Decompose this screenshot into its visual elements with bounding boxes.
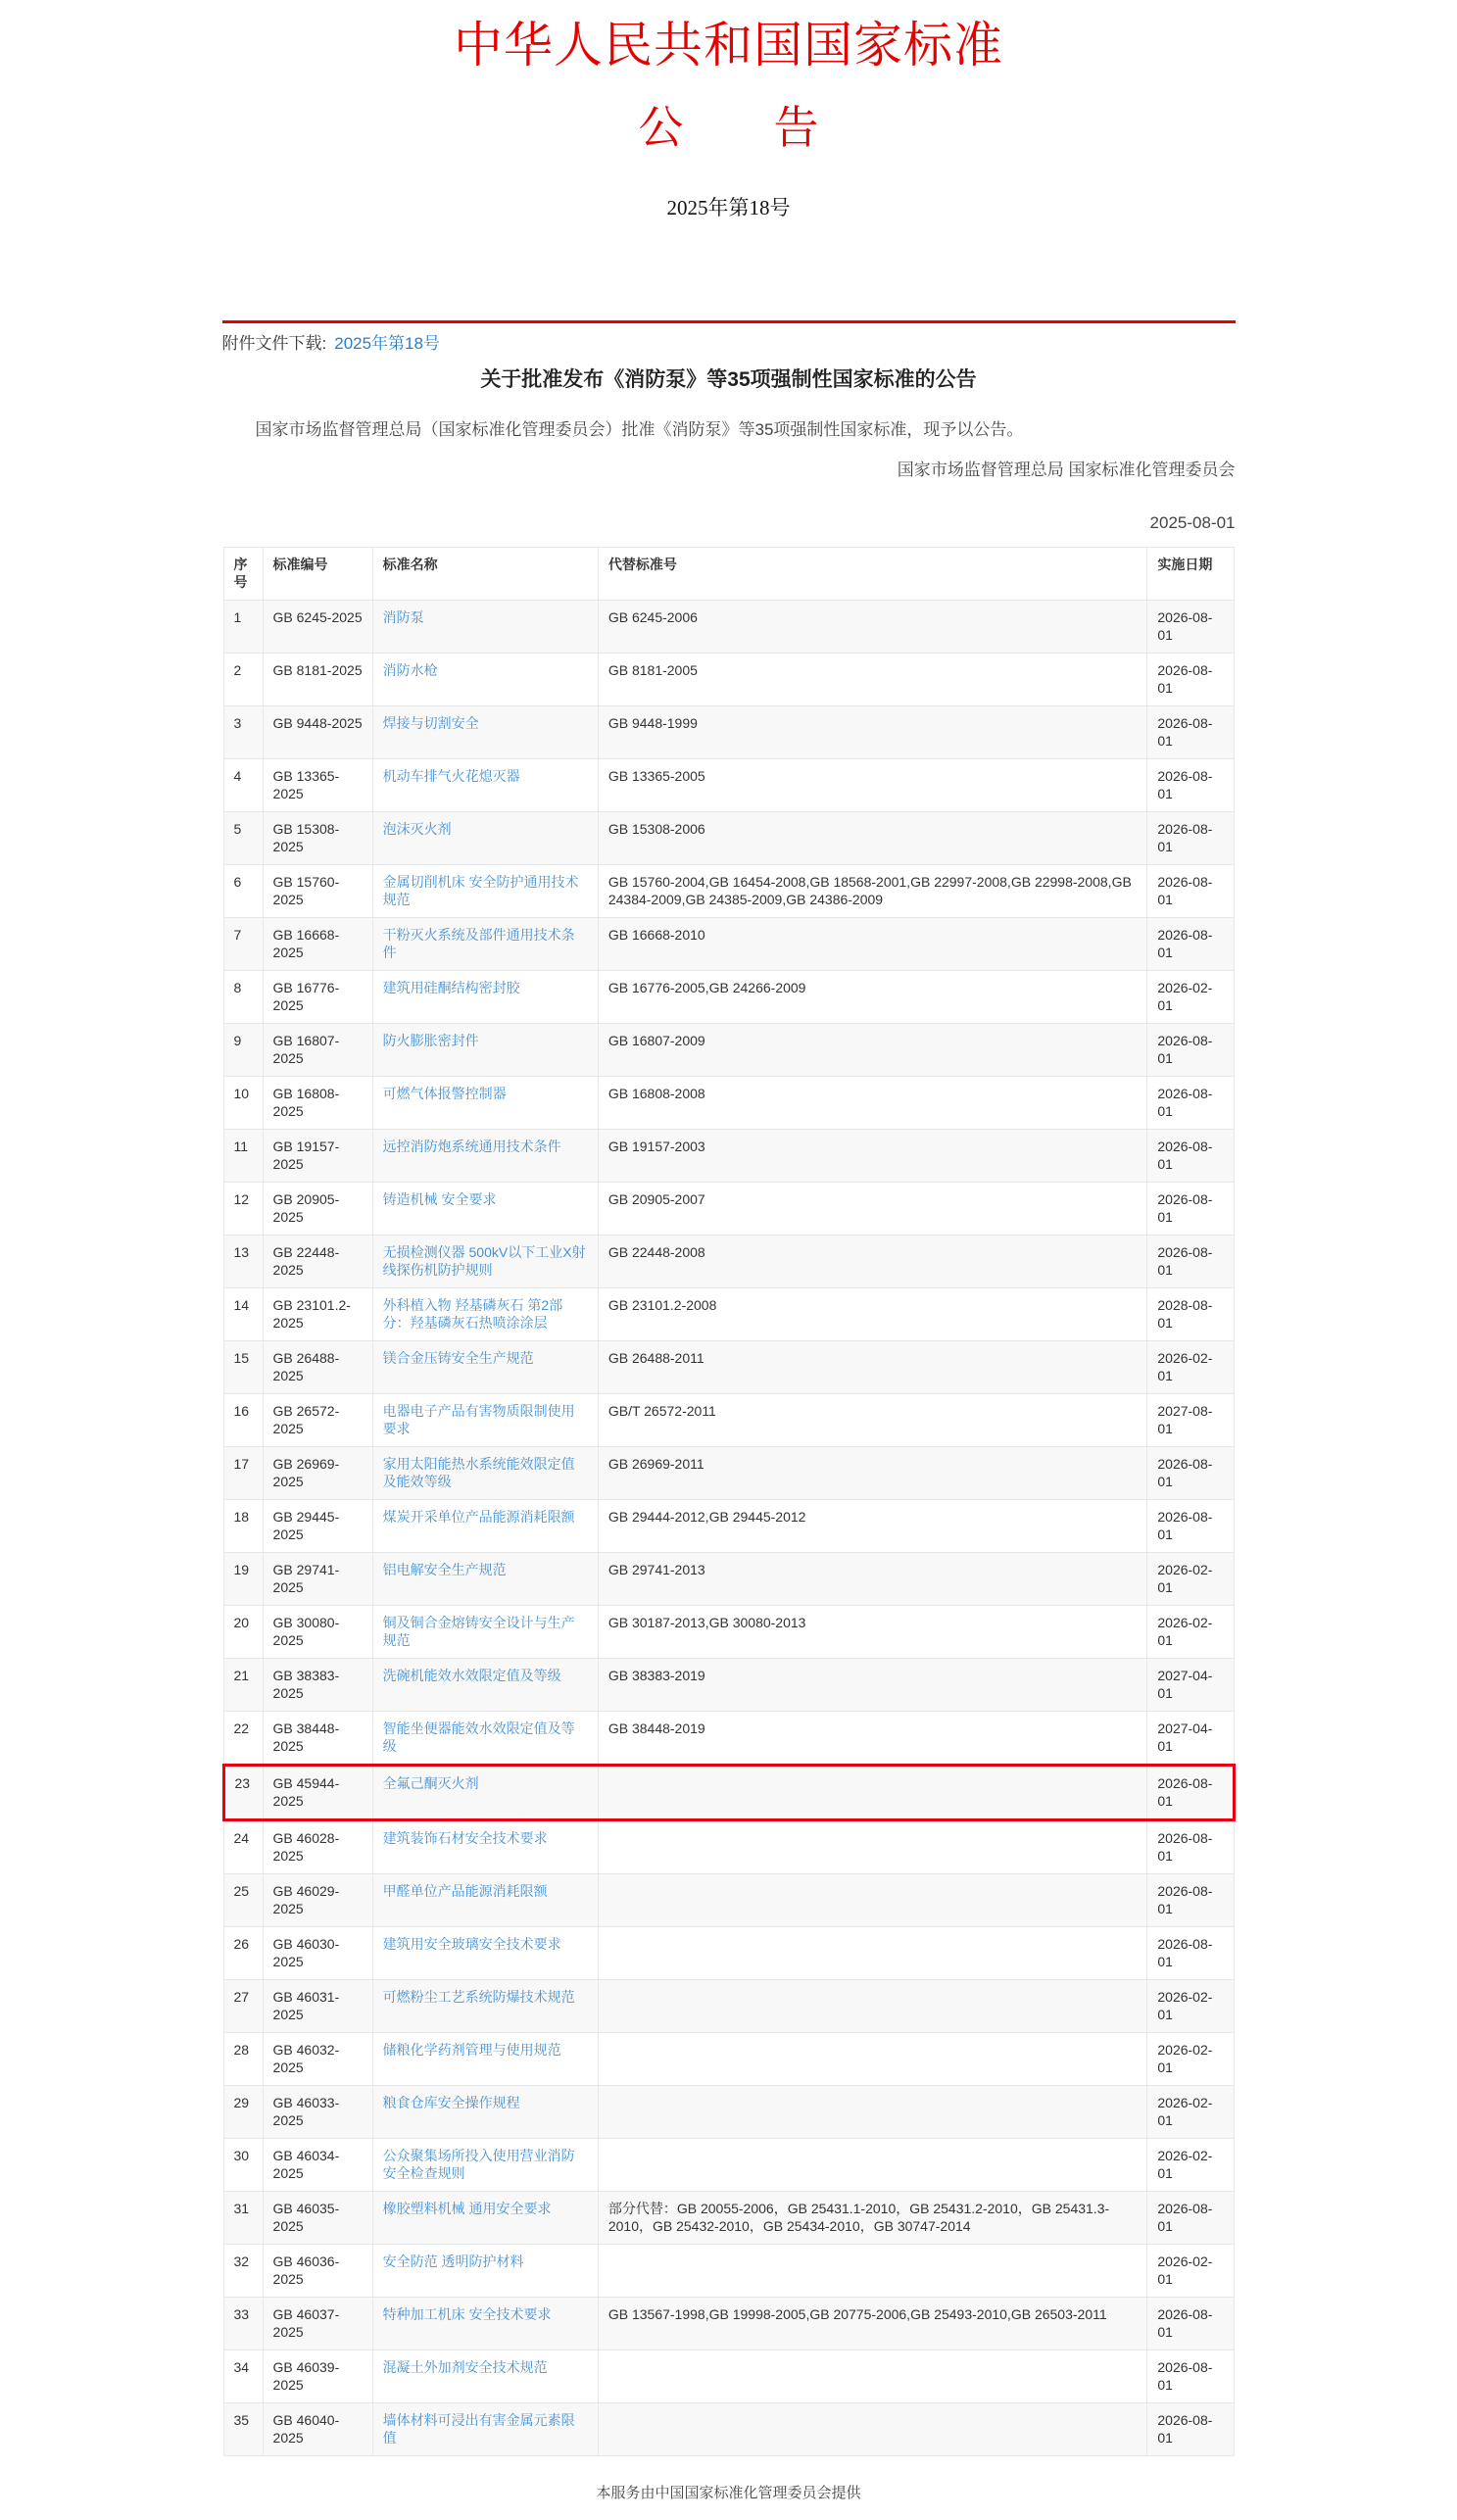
cell-impl-date: 2026-08-01 [1147,2298,1234,2350]
cell-impl-date: 2026-02-01 [1147,2139,1234,2192]
cell-impl-date: 2026-08-01 [1147,1927,1234,1980]
cell-no: 15 [223,1341,263,1394]
cell-no: 31 [223,2192,263,2245]
cell-no: 28 [223,2033,263,2086]
cell-standard-code: GB 30080-2025 [263,1606,372,1659]
standard-name-link[interactable]: 铝电解安全生产规范 [372,1553,598,1606]
standard-name-link[interactable]: 可燃气体报警控制器 [372,1077,598,1130]
cell-standard-code: GB 26969-2025 [263,1447,372,1500]
cell-standard-code: GB 38383-2025 [263,1659,372,1712]
cell-standard-code: GB 46033-2025 [263,2086,372,2139]
cell-impl-date: 2027-04-01 [1147,1712,1234,1766]
table-row [223,1077,1234,1130]
cell-no: 6 [223,865,263,918]
table-row [223,2245,1234,2298]
standard-name-link[interactable]: 消防水枪 [372,654,598,706]
standard-name-link[interactable]: 远控消防炮系统通用技术条件 [372,1130,598,1183]
cell-standard-code: GB 46034-2025 [263,2139,372,2192]
standards-table-body [223,601,1234,2456]
notice-heading: 关于批准发布《消防泵》等35项强制性国家标准的公告 [480,367,977,391]
table-row [223,759,1234,812]
cell-replaced-codes [598,2033,1147,2086]
cell-replaced-codes: GB 26488-2011 [598,1341,1147,1394]
table-row [223,601,1234,654]
cell-impl-date: 2026-08-01 [1147,654,1234,706]
standard-name-link[interactable]: 可燃粉尘工艺系统防爆技术规范 [372,1980,598,2033]
cell-no: 35 [223,2403,263,2456]
table-row [223,2403,1234,2456]
cell-standard-code: GB 29445-2025 [263,1500,372,1553]
cell-no: 21 [223,1659,263,1712]
table-row [223,1447,1234,1500]
cell-no: 1 [223,601,263,654]
table-row [223,812,1234,865]
table-row [223,1712,1234,1766]
table-row [223,971,1234,1024]
cell-standard-code: GB 15760-2025 [263,865,372,918]
standard-name-link[interactable]: 金属切削机床 安全防护通用技术规范 [372,865,598,918]
cell-standard-code: GB 6245-2025 [263,601,372,654]
cell-standard-code: GB 26488-2025 [263,1341,372,1394]
table-row [223,1394,1234,1447]
table-row [223,865,1234,918]
table-row [223,1553,1234,1606]
cell-impl-date: 2026-08-01 [1147,2192,1234,2245]
cell-no: 5 [223,812,263,865]
header-date: 实施日期 [1147,548,1234,601]
standard-name-link[interactable]: 泡沫灭火剂 [372,812,598,865]
cell-no: 16 [223,1394,263,1447]
table-row [223,2298,1234,2350]
issue-number: 2025年第18号 [666,195,791,219]
standard-name-link[interactable]: 镁合金压铸安全生产规范 [372,1341,598,1394]
cell-standard-code: GB 46029-2025 [263,1874,372,1927]
table-row [223,2350,1234,2403]
standard-name-link[interactable]: 安全防范 透明防护材料 [372,2245,598,2298]
table-row [223,1927,1234,1980]
standard-name-link[interactable]: 消防泵 [372,601,598,654]
cell-standard-code: GB 23101.2-2025 [263,1288,372,1341]
cell-standard-code: GB 20905-2025 [263,1183,372,1236]
standard-name-link[interactable]: 干粉灭火系统及部件通用技术条件 [372,918,598,971]
cell-no: 22 [223,1712,263,1766]
cell-impl-date: 2026-08-01 [1147,706,1234,759]
table-row [223,1341,1234,1394]
cell-no: 25 [223,1874,263,1927]
table-row [223,1183,1234,1236]
red-divider [222,320,1236,323]
cell-impl-date: 2026-08-01 [1147,1874,1234,1927]
cell-standard-code: GB 19157-2025 [263,1130,372,1183]
cell-no: 29 [223,2086,263,2139]
cell-no: 9 [223,1024,263,1077]
cell-standard-code: GB 46040-2025 [263,2403,372,2456]
cell-replaced-codes [598,2403,1147,2456]
table-row [223,1820,1234,1874]
cell-standard-code: GB 26572-2025 [263,1394,372,1447]
cell-replaced-codes: GB 15308-2006 [598,812,1147,865]
cell-no: 19 [223,1553,263,1606]
standard-name-link[interactable]: 建筑用硅酮结构密封胶 [372,971,598,1024]
cell-impl-date: 2026-02-01 [1147,2245,1234,2298]
cell-replaced-codes: GB 26969-2011 [598,1447,1147,1500]
page-footer: 本服务由中国国家标准化管理委员会提供 [596,2485,861,2502]
cell-replaced-codes: GB 16808-2008 [598,1077,1147,1130]
standard-name-link[interactable]: 铜及铜合金熔铸安全设计与生产规范 [372,1606,598,1659]
cell-replaced-codes: GB 16776-2005,GB 24266-2009 [598,971,1147,1024]
cell-no: 27 [223,1980,263,2033]
cell-replaced-codes [598,2086,1147,2139]
header-name: 标准名称 [372,548,598,601]
table-row [223,1659,1234,1712]
cell-replaced-codes [598,1980,1147,2033]
cell-impl-date: 2026-08-01 [1147,1024,1234,1077]
cell-replaced-codes: GB 15760-2004,GB 16454-2008,GB 18568-2001,GB 22997-2008,GB 22998-2008,GB 24384-2009,GB 24385-2009,GB 24386-2009 [598,865,1147,918]
cell-no: 34 [223,2350,263,2403]
cell-standard-code: GB 16776-2025 [263,971,372,1024]
header-code: 标准编号 [263,548,372,601]
cell-replaced-codes: GB 22448-2008 [598,1236,1147,1288]
cell-replaced-codes [598,2350,1147,2403]
cell-no: 30 [223,2139,263,2192]
cell-replaced-codes: GB 13365-2005 [598,759,1147,812]
cell-replaced-codes: GB 20905-2007 [598,1183,1147,1236]
cell-impl-date: 2026-02-01 [1147,971,1234,1024]
cell-no: 13 [223,1236,263,1288]
cell-impl-date: 2026-08-01 [1147,1447,1234,1500]
cell-no: 32 [223,2245,263,2298]
cell-impl-date: 2026-08-01 [1147,1130,1234,1183]
standard-name-link[interactable]: 智能坐便器能效水效限定值及等级 [372,1712,598,1766]
cell-replaced-codes [598,1820,1147,1874]
table-row [223,1500,1234,1553]
standard-name-link[interactable]: 煤炭开采单位产品能源消耗限额 [372,1500,598,1553]
cell-replaced-codes: GB 38383-2019 [598,1659,1147,1712]
cell-replaced-codes: GB 23101.2-2008 [598,1288,1147,1341]
cell-standard-code: GB 45944-2025 [263,1766,372,1820]
cell-standard-code: GB 8181-2025 [263,654,372,706]
cell-replaced-codes: GB 29444-2012,GB 29445-2012 [598,1500,1147,1553]
standard-name-link[interactable]: 橡胶塑料机械 通用安全要求 [372,2192,598,2245]
cell-standard-code: GB 15308-2025 [263,812,372,865]
cell-standard-code: GB 16808-2025 [263,1077,372,1130]
notice-signature: 国家市场监督管理总局 国家标准化管理委员会 [897,460,1236,479]
table-row [223,2192,1234,2245]
standard-name-link[interactable]: 铸造机械 安全要求 [372,1183,598,1236]
cell-impl-date: 2026-08-01 [1147,1077,1234,1130]
standard-name-link[interactable]: 公众聚集场所投入使用营业消防安全检查规则 [372,2139,598,2192]
cell-replaced-codes: 部分代替：GB 20055-2006，GB 25431.1-2010，GB 25431.2-2010，GB 25431.3-2010，GB 25432-2010，GB 25434-2010，GB 30747-2014 [598,2192,1147,2245]
cell-standard-code: GB 46037-2025 [263,2298,372,2350]
cell-standard-code: GB 46028-2025 [263,1820,372,1874]
standard-name-link[interactable]: 墙体材料可浸出有害金属元素限值 [372,2403,598,2456]
table-row [223,654,1234,706]
attachment-label: 附件文件下载: [221,334,327,354]
table-row [223,1766,1234,1820]
page-subtitle: 公 告 [638,103,819,153]
table-row [223,2139,1234,2192]
standard-name-link[interactable]: 粮食仓库安全操作规程 [372,2086,598,2139]
standards-table [222,547,1236,2456]
attachment-row [222,332,1236,356]
standard-name-link[interactable]: 全氟己酮灭火剂 [372,1766,598,1820]
cell-no: 24 [223,1820,263,1874]
cell-replaced-codes: GB 29741-2013 [598,1553,1147,1606]
standard-name-link[interactable]: 无损检测仪器 500kV以下工业X射线探伤机防护规则 [372,1236,598,1288]
cell-replaced-codes: GB 9448-1999 [598,706,1147,759]
cell-standard-code: GB 46030-2025 [263,1927,372,1980]
cell-impl-date: 2026-08-01 [1147,1183,1234,1236]
cell-replaced-codes [598,2245,1147,2298]
page-title: 中华人民共和国国家标准 [454,18,1003,73]
standard-name-link[interactable]: 储粮化学药剂管理与使用规范 [372,2033,598,2086]
cell-replaced-codes: GB 8181-2005 [598,654,1147,706]
cell-impl-date: 2027-08-01 [1147,1394,1234,1447]
cell-replaced-codes: GB 30187-2013,GB 30080-2013 [598,1606,1147,1659]
cell-impl-date: 2026-08-01 [1147,759,1234,812]
cell-replaced-codes [598,1874,1147,1927]
cell-impl-date: 2026-02-01 [1147,1341,1234,1394]
cell-no: 14 [223,1288,263,1341]
cell-impl-date: 2026-08-01 [1147,2403,1234,2456]
standard-name-link[interactable]: 机动车排气火花熄灭器 [372,759,598,812]
cell-no: 20 [223,1606,263,1659]
cell-standard-code: GB 22448-2025 [263,1236,372,1288]
cell-no: 2 [223,654,263,706]
table-row [223,2033,1234,2086]
cell-standard-code: GB 46035-2025 [263,2192,372,2245]
standard-name-link[interactable]: 电器电子产品有害物质限制使用要求 [372,1394,598,1447]
cell-no: 17 [223,1447,263,1500]
standard-name-link[interactable]: 甲醛单位产品能源消耗限额 [372,1874,598,1927]
table-row [223,1606,1234,1659]
cell-impl-date: 2026-02-01 [1147,1606,1234,1659]
cell-impl-date: 2026-02-01 [1147,2033,1234,2086]
cell-replaced-codes [598,1927,1147,1980]
cell-replaced-codes [598,2139,1147,2192]
cell-replaced-codes [598,1766,1147,1820]
cell-standard-code: GB 16807-2025 [263,1024,372,1077]
cell-impl-date: 2026-02-01 [1147,1980,1234,2033]
cell-no: 3 [223,706,263,759]
header-replaces: 代替标准号 [598,548,1147,601]
attachment-download-link[interactable]: 2025年第18号 [334,334,440,354]
cell-no: 33 [223,2298,263,2350]
cell-standard-code: GB 13365-2025 [263,759,372,812]
cell-impl-date: 2026-08-01 [1147,1766,1234,1820]
cell-no: 4 [223,759,263,812]
cell-replaced-codes: GB 16807-2009 [598,1024,1147,1077]
table-row [223,918,1234,971]
cell-no: 18 [223,1500,263,1553]
table-row [223,1130,1234,1183]
standard-name-link[interactable]: 建筑装饰石材安全技术要求 [372,1820,598,1874]
cell-impl-date: 2028-08-01 [1147,1288,1234,1341]
standard-name-link[interactable]: 特种加工机床 安全技术要求 [372,2298,598,2350]
standard-name-link[interactable]: 家用太阳能热水系统能效限定值及能效等级 [372,1447,598,1500]
table-row [223,1024,1234,1077]
cell-no: 11 [223,1130,263,1183]
cell-standard-code: GB 46032-2025 [263,2033,372,2086]
cell-impl-date: 2026-08-01 [1147,1236,1234,1288]
table-row [223,2086,1234,2139]
cell-no: 26 [223,1927,263,1980]
cell-standard-code: GB 46031-2025 [263,1980,372,2033]
table-row [223,1874,1234,1927]
cell-impl-date: 2026-08-01 [1147,1500,1234,1553]
notice-date: 2025-08-01 [1149,512,1236,532]
cell-impl-date: 2026-08-01 [1147,2350,1234,2403]
cell-no: 7 [223,918,263,971]
cell-replaced-codes: GB 38448-2019 [598,1712,1147,1766]
cell-impl-date: 2026-08-01 [1147,1820,1234,1874]
standard-name-link[interactable]: 防火膨胀密封件 [372,1024,598,1077]
cell-replaced-codes: GB 16668-2010 [598,918,1147,971]
cell-standard-code: GB 46039-2025 [263,2350,372,2403]
cell-no: 23 [223,1766,263,1820]
cell-standard-code: GB 16668-2025 [263,918,372,971]
cell-impl-date: 2026-02-01 [1147,2086,1234,2139]
table-row [223,1288,1234,1341]
cell-standard-code: GB 29741-2025 [263,1553,372,1606]
standard-name-link[interactable]: 外科植入物 羟基磷灰石 第2部分：羟基磷灰石热喷涂涂层 [372,1288,598,1341]
table-row [223,1236,1234,1288]
cell-replaced-codes: GB 19157-2003 [598,1130,1147,1183]
notice-body: 国家市场监督管理总局（国家标准化管理委员会）批准《消防泵》等35项强制性国家标准，现予以公告。 [255,420,1024,440]
standard-name-link[interactable]: 洗碗机能效水效限定值及等级 [372,1659,598,1712]
header-no: 序号 [223,548,263,601]
cell-impl-date: 2026-02-01 [1147,1553,1234,1606]
cell-no: 12 [223,1183,263,1236]
cell-impl-date: 2027-04-01 [1147,1659,1234,1712]
cell-impl-date: 2026-08-01 [1147,918,1234,971]
content-area [222,320,1236,2456]
cell-replaced-codes: GB/T 26572-2011 [598,1394,1147,1447]
table-row [223,706,1234,759]
table-row [223,1980,1234,2033]
standard-name-link[interactable]: 混凝土外加剂安全技术规范 [372,2350,598,2403]
cell-impl-date: 2026-08-01 [1147,601,1234,654]
cell-no: 10 [223,1077,263,1130]
cell-replaced-codes: GB 6245-2006 [598,601,1147,654]
cell-impl-date: 2026-08-01 [1147,865,1234,918]
cell-standard-code: GB 9448-2025 [263,706,372,759]
standard-name-link[interactable]: 建筑用安全玻璃安全技术要求 [372,1927,598,1980]
cell-impl-date: 2026-08-01 [1147,812,1234,865]
cell-standard-code: GB 38448-2025 [263,1712,372,1766]
table-header-row [223,548,1234,601]
cell-standard-code: GB 46036-2025 [263,2245,372,2298]
cell-no: 8 [223,971,263,1024]
cell-replaced-codes: GB 13567-1998,GB 19998-2005,GB 20775-2006,GB 25493-2010,GB 26503-2011 [598,2298,1147,2350]
standard-name-link[interactable]: 焊接与切割安全 [372,706,598,759]
